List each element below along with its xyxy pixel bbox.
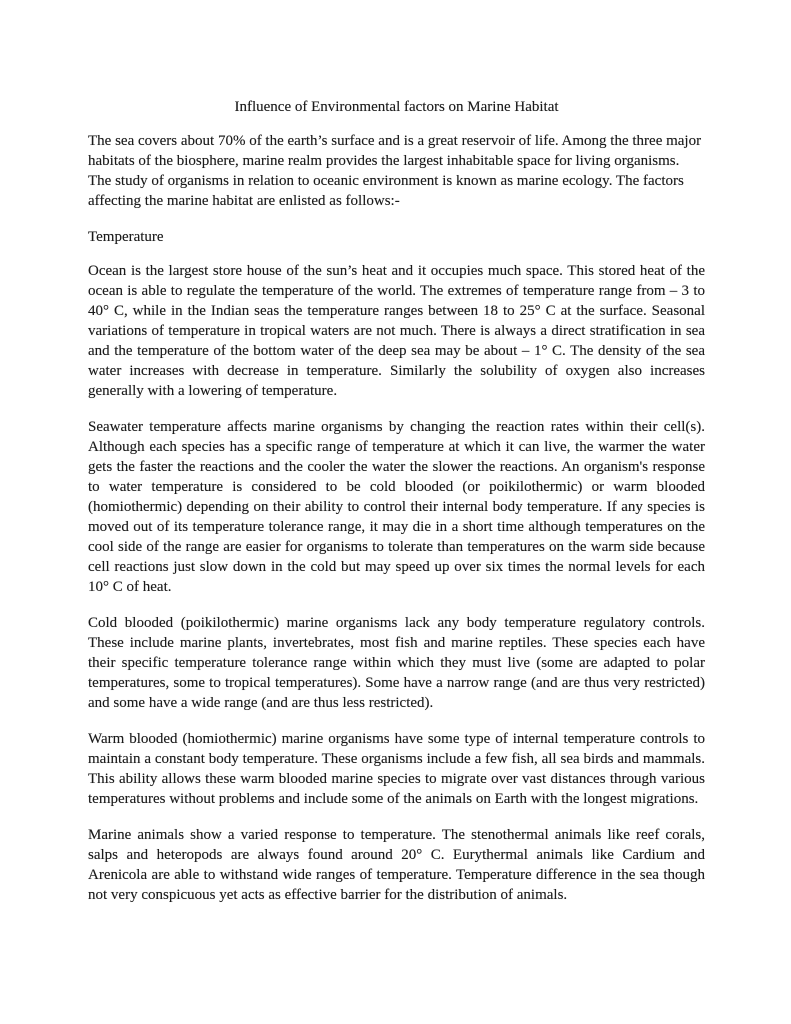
paragraph-ocean-heat: Ocean is the largest store house of the sun’s heat and it occupies much space. This stored heat of the ocean is able to regulate the temperature of the world. The extremes of temperature range from – 3 to 40° C, while in the Indian seas the temperature ranges between 18 to 25° C at the surface. Seasonal variations of temperature in tropical waters are not much. There is always a direct stratification in sea and the temperature of the bottom water of the deep sea may be about – 1° C. The density of the sea water increases with decrease in temperature. Similarly the solubility of oxygen also increases generally with a lowering of temperature. [88, 263, 705, 399]
paragraph-seawater-reactions: Seawater temperature affects marine organisms by changing the reaction rates within their cell(s). Although each species has a specific range of temperature at which it can live, the warmer the water gets the faster the reactions and the cooler the water the slower the reactions. An organism's response to water temperature is considered to be cold blooded (or poikilothermic) or warm blooded (homiothermic) depending on their ability to control their internal body temperature. If any species is moved out of its temperature tolerance range, it may die in a short time although temperatures on the cool side of the range are easier for organisms to tolerate than temperatures on the warm side because cell reactions just slow down in the cold but may speed up over six times the normal levels for each 10° C of heat. [88, 419, 705, 595]
paragraph-marine-animals: Marine animals show a varied response to temperature. The stenothermal animals like reef corals, salps and heteropods are always found around 20° C. Eurythermal animals like Cardium and Arenicola are able to withstand wide ranges of temperature. Temperature difference in the sea though not very conspicuous yet acts as effective barrier for the distribution of animals. [88, 827, 705, 903]
paragraph-warm-blooded: Warm blooded (homiothermic) marine organisms have some type of internal temperature controls to maintain a constant body temperature. These organisms include a few fish, all sea birds and mammals. This ability allows these warm blooded marine species to migrate over vast distances through various temperatures without problems and include some of the animals on Earth with the longest migrations. [88, 731, 705, 807]
paragraph-cold-blooded: Cold blooded (poikilothermic) marine organisms lack any body temperature regulatory controls. These include marine plants, invertebrates, most fish and marine reptiles. These species each have their specific temperature tolerance range within which they must live (some are adapted to polar temperatures, some to tropical temperatures). Some have a narrow range (and are thus very restricted) and some have a wide range (and are thus less restricted). [88, 615, 705, 711]
section-heading-temperature: Temperature [88, 229, 164, 245]
document-title: Influence of Environmental factors on Marine Habitat [234, 99, 559, 115]
paragraph-intro: The sea covers about 70% of the earth’s surface and is a great reservoir of life. Among the three major habitats of the biosphere, marine realm provides the largest inhabitable space for living organisms. The study of organisms in relation to oceanic environment is known as marine ecology. The factors affecting the marine habitat are enlisted as follows:- [88, 133, 702, 209]
